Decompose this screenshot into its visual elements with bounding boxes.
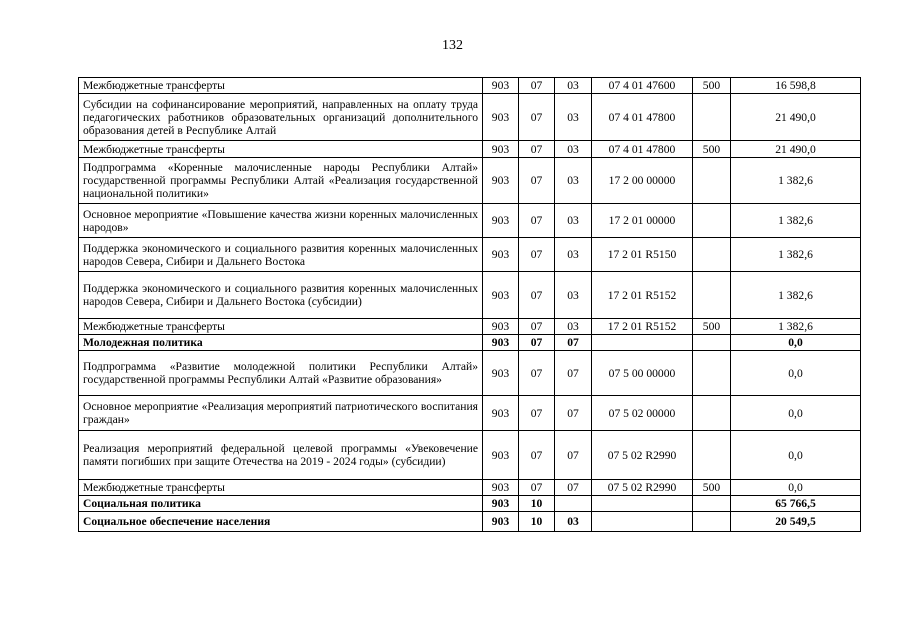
cell-rz: 07	[519, 158, 555, 204]
cell-pr: 03	[555, 238, 592, 272]
cell-pr: 03	[555, 319, 592, 335]
cell-rz: 07	[519, 238, 555, 272]
cell-pr: 03	[555, 512, 592, 532]
cell-csr: 17 2 01 R5152	[592, 319, 693, 335]
cell-csr: 07 5 02 00000	[592, 396, 693, 431]
cell-vr	[693, 238, 731, 272]
cell-gr: 903	[483, 78, 519, 94]
cell-csr: 07 4 01 47800	[592, 141, 693, 158]
cell-vr: 500	[693, 141, 731, 158]
cell-pr: 03	[555, 158, 592, 204]
cell-gr: 903	[483, 141, 519, 158]
cell-sum: 0,0	[731, 351, 861, 396]
table-row	[79, 319, 861, 335]
cell-gr: 903	[483, 335, 519, 351]
cell-pr: 07	[555, 396, 592, 431]
cell-vr	[693, 335, 731, 351]
cell-csr	[592, 335, 693, 351]
table-row	[79, 480, 861, 496]
cell-gr: 903	[483, 512, 519, 532]
cell-csr: 07 5 02 R2990	[592, 431, 693, 480]
cell-pr: 03	[555, 78, 592, 94]
table-row	[79, 141, 861, 158]
budget-table	[78, 77, 861, 532]
cell-gr: 903	[483, 396, 519, 431]
cell-rz: 07	[519, 396, 555, 431]
cell-rz: 07	[519, 431, 555, 480]
cell-sum: 65 766,5	[731, 496, 861, 512]
table-row	[79, 78, 861, 94]
cell-vr: 500	[693, 78, 731, 94]
cell-csr: 07 4 01 47600	[592, 78, 693, 94]
row-name: Межбюджетные трансферты	[79, 319, 483, 335]
cell-csr: 07 4 01 47800	[592, 94, 693, 141]
table-row	[79, 396, 861, 431]
cell-rz: 07	[519, 94, 555, 141]
cell-sum: 21 490,0	[731, 141, 861, 158]
table-row	[79, 431, 861, 480]
cell-pr: 03	[555, 94, 592, 141]
cell-rz: 07	[519, 351, 555, 396]
cell-pr: 03	[555, 141, 592, 158]
cell-gr: 903	[483, 238, 519, 272]
cell-csr	[592, 496, 693, 512]
table-row	[79, 158, 861, 204]
cell-gr: 903	[483, 204, 519, 238]
cell-pr: 07	[555, 480, 592, 496]
row-name: Реализация мероприятий федеральной целевой программы «Увековечение памяти погибших при защите Отечества на 2019 - 2024 годы» (субсидии)	[79, 431, 483, 480]
cell-rz: 07	[519, 78, 555, 94]
cell-pr	[555, 496, 592, 512]
cell-rz: 07	[519, 480, 555, 496]
row-name: Социальная политика	[79, 496, 483, 512]
cell-gr: 903	[483, 272, 519, 319]
cell-sum: 0,0	[731, 335, 861, 351]
cell-rz: 07	[519, 319, 555, 335]
cell-vr: 500	[693, 319, 731, 335]
cell-rz: 07	[519, 335, 555, 351]
row-name: Межбюджетные трансферты	[79, 141, 483, 158]
cell-vr	[693, 158, 731, 204]
cell-csr: 17 2 01 00000	[592, 204, 693, 238]
row-name: Основное мероприятие «Реализация мероприятий патриотического воспитания граждан»	[79, 396, 483, 431]
row-name: Подпрограмма «Коренные малочисленные народы Республики Алтай» государственной программы Республики Алтай «Реализация государственной национальной политики»	[79, 158, 483, 204]
row-name: Межбюджетные трансферты	[79, 78, 483, 94]
cell-sum: 16 598,8	[731, 78, 861, 94]
cell-pr: 03	[555, 204, 592, 238]
row-name: Субсидии на софинансирование мероприятий, направленных на оплату труда педагогических работников образовательных организаций дополнительного образования детей в Республике Алтай	[79, 94, 483, 141]
cell-sum: 1 382,6	[731, 319, 861, 335]
cell-csr: 17 2 01 R5152	[592, 272, 693, 319]
cell-sum: 21 490,0	[731, 94, 861, 141]
cell-csr: 07 5 02 R2990	[592, 480, 693, 496]
cell-vr	[693, 512, 731, 532]
cell-csr: 17 2 00 00000	[592, 158, 693, 204]
cell-gr: 903	[483, 158, 519, 204]
cell-sum: 1 382,6	[731, 158, 861, 204]
cell-pr: 07	[555, 335, 592, 351]
table-row	[79, 351, 861, 396]
cell-vr	[693, 94, 731, 141]
cell-vr	[693, 496, 731, 512]
cell-sum: 20 549,5	[731, 512, 861, 532]
cell-sum: 1 382,6	[731, 272, 861, 319]
row-name: Подпрограмма «Развитие молодежной политики Республики Алтай» государственной программы Республики Алтай «Развитие образования»	[79, 351, 483, 396]
cell-pr: 07	[555, 431, 592, 480]
cell-rz: 10	[519, 512, 555, 532]
table-row	[79, 204, 861, 238]
cell-sum: 0,0	[731, 396, 861, 431]
cell-csr: 17 2 01 R5150	[592, 238, 693, 272]
cell-pr: 07	[555, 351, 592, 396]
cell-vr	[693, 431, 731, 480]
row-name: Основное мероприятие «Повышение качества жизни коренных малочисленных народов»	[79, 204, 483, 238]
cell-rz: 07	[519, 272, 555, 319]
row-name: Молодежная политика	[79, 335, 483, 351]
row-name: Поддержка экономического и социального развития коренных малочисленных народов Севера, Сибири и Дальнего Востока	[79, 238, 483, 272]
table-body	[79, 78, 861, 532]
cell-vr	[693, 396, 731, 431]
cell-rz: 07	[519, 204, 555, 238]
cell-rz: 07	[519, 141, 555, 158]
cell-gr: 903	[483, 496, 519, 512]
cell-sum: 0,0	[731, 480, 861, 496]
table-row	[79, 272, 861, 319]
cell-sum: 0,0	[731, 431, 861, 480]
table-row	[79, 496, 861, 512]
cell-csr	[592, 512, 693, 532]
cell-csr: 07 5 00 00000	[592, 351, 693, 396]
row-name: Межбюджетные трансферты	[79, 480, 483, 496]
cell-pr: 03	[555, 272, 592, 319]
cell-gr: 903	[483, 94, 519, 141]
table-row	[79, 335, 861, 351]
table-row	[79, 512, 861, 532]
cell-gr: 903	[483, 431, 519, 480]
cell-gr: 903	[483, 480, 519, 496]
table-row	[79, 238, 861, 272]
row-name: Социальное обеспечение населения	[79, 512, 483, 532]
table-row	[79, 94, 861, 141]
cell-vr	[693, 204, 731, 238]
cell-sum: 1 382,6	[731, 204, 861, 238]
cell-vr: 500	[693, 480, 731, 496]
cell-rz: 10	[519, 496, 555, 512]
cell-gr: 903	[483, 319, 519, 335]
row-name: Поддержка экономического и социального развития коренных малочисленных народов Севера, Сибири и Дальнего Востока (субсидии)	[79, 272, 483, 319]
cell-sum: 1 382,6	[731, 238, 861, 272]
cell-vr	[693, 351, 731, 396]
cell-vr	[693, 272, 731, 319]
page-number: 132	[442, 38, 463, 53]
cell-gr: 903	[483, 351, 519, 396]
